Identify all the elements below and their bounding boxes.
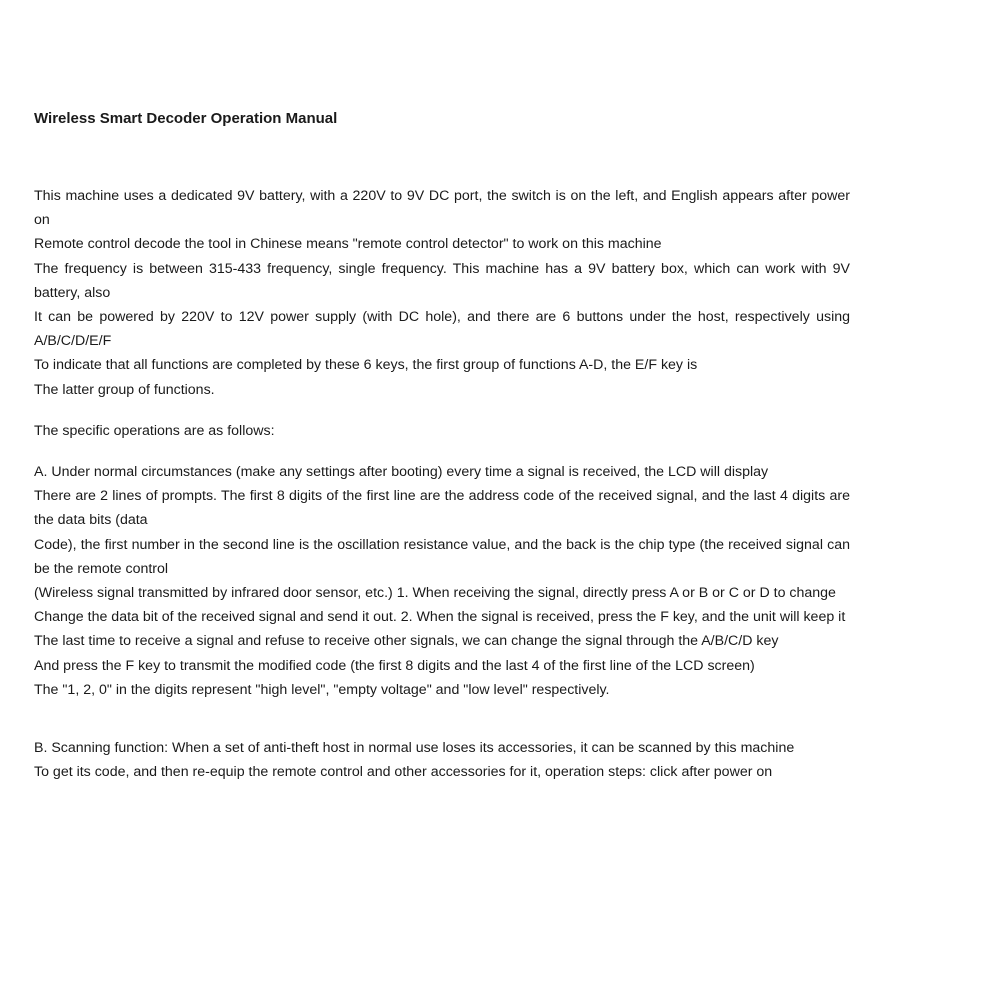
section-a-line-7: And press the F key to transmit the modified code (the first 8 digits and the last 4 of the first line of the LCD screen): [34, 657, 755, 674]
intro-line-3: The frequency is between 315-433 frequency, single frequency. This machine has a 9V battery box, which can work with 9V battery, also: [34, 260, 850, 301]
paragraph-spacer: [34, 402, 850, 419]
intro-line-5: To indicate that all functions are completed by these 6 keys, the first group of functions A-D, the E/F key is: [34, 357, 698, 374]
section-a-line-6: The last time to receive a signal and refuse to receive other signals, we can change the signal through the A/B/C/D key: [34, 633, 779, 650]
section-a-line-8: The "1, 2, 0" in the digits represent "high level", "empty voltage" and "low level" respectively.: [34, 681, 610, 698]
intro-line-4: It can be powered by 220V to 12V power supply (with DC hole), and there are 6 buttons under the host, respectively using A/B/C/D/E/F: [34, 309, 850, 350]
paragraph-spacer: [34, 702, 850, 736]
document-title: Wireless Smart Decoder Operation Manual: [34, 110, 338, 127]
intro-line-2: Remote control decode the tool in Chinese means "remote control detector" to work on this machine: [34, 236, 662, 253]
section-b-line-1: B. Scanning function: When a set of anti-theft host in normal use loses its accessories, it can be scanned by this machine: [34, 740, 795, 757]
intro-line-6: The latter group of functions.: [34, 381, 215, 398]
section-a-line-5: Change the data bit of the received signal and send it out. 2. When the signal is received, press the F key, and the unit will keep it: [34, 609, 846, 626]
section-a-line-3: Code), the first number in the second line is the oscillation resistance value, and the back is the chip type (the received signal can be the remote control: [34, 536, 850, 577]
section-b-line-2: To get its code, and then re-equip the remote control and other accessories for it, operation steps: click after power on: [34, 764, 773, 781]
section-a-line-2: There are 2 lines of prompts. The first 8 digits of the first line are the address code of the received signal, and the last 4 digits are the data bits (data: [34, 488, 850, 529]
section-a-line-1: A. Under normal circumstances (make any settings after booting) every time a signal is received, the LCD will display: [34, 464, 769, 481]
section-a-line-4: (Wireless signal transmitted by infrared door sensor, etc.) 1. When receiving the signal, directly press A or B or C or D to change: [34, 585, 836, 602]
paragraph-spacer: [34, 443, 850, 460]
document-body: [34, 184, 850, 784]
intro-line-1: This machine uses a dedicated 9V battery, with a 220V to 9V DC port, the switch is on the left, and English appears after power on: [34, 188, 850, 229]
operations-heading: The specific operations are as follows:: [34, 422, 275, 439]
